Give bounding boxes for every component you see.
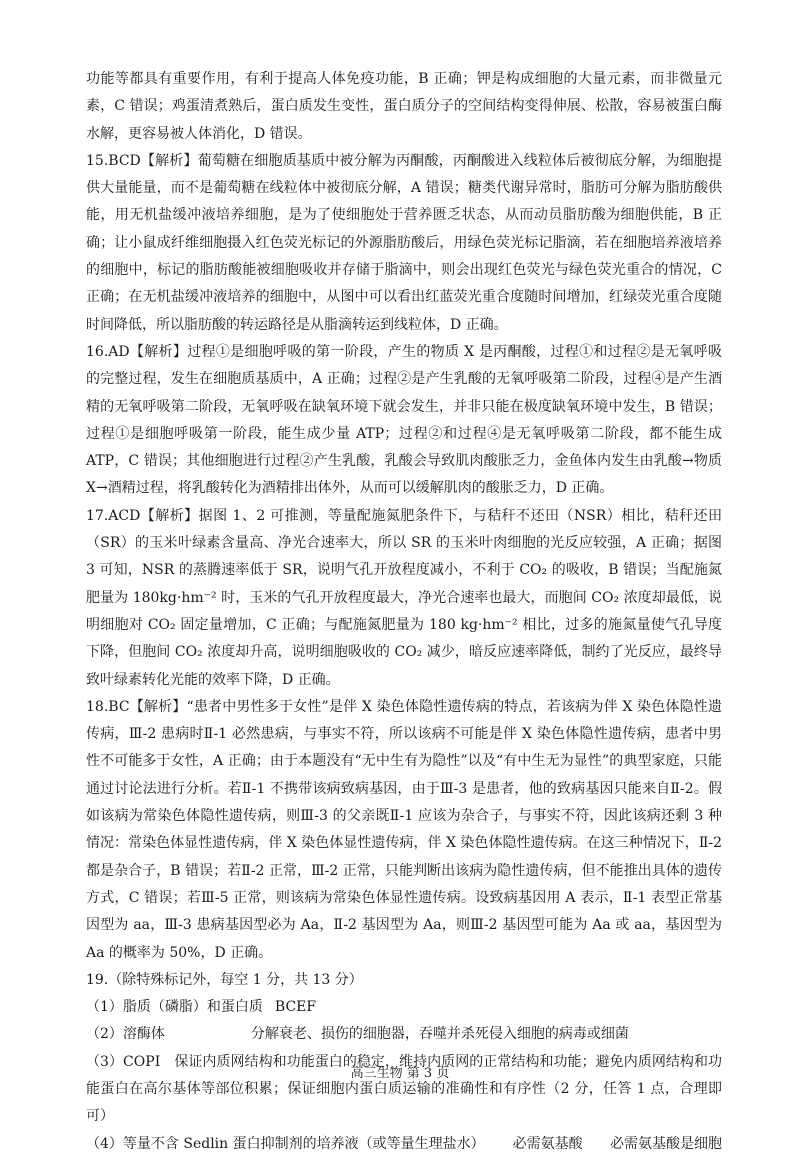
answer-19-1-number: （1）	[86, 999, 123, 1016]
answer-19-4-number: （4）	[86, 1135, 123, 1152]
paragraph-question-18: 18.BC【解析】“患者中男性多于女性”是伴 X 染色体隐性遗传病的特点，若该病为伴 X 染色体隐性遗传病，Ⅲ-2 患病时Ⅱ-1 必然患病，与事实不符，所以该病不可能是伴 X 染色体隐性遗传病，患者中男性不可能多于女性，A 正确；由于本题没有“无中生有为隐性”以及“有中生无为显性”的典型家庭，只能通过讨论法进行分析。若Ⅱ-1 不携带该病致病基因，由于Ⅲ-3 是患者，他的致病基因只能来自Ⅱ-2。假如该病为常染色体隐性遗传病，则Ⅲ-3 的父亲既Ⅱ-1 应该为杂合子，与事实不符，因此该病还剩 3 种情况：常染色体显性遗传病，伴 X 染色体显性遗传病，伴 X 染色体隐性遗传病。在这三种情况下，Ⅱ-2 都是杂合子，B 错误；若Ⅱ-2 正常，Ⅲ-2 正常，只能判断出该病为隐性遗传病，但不能推出具体的遗传方式，C 错误；若Ⅲ-5 正常，则该病为常染色体显性遗传病。设致病基因用 A 表示，Ⅱ-1 表型正常基因型为 aa，Ⅲ-3 患病基因型必为 Aa，Ⅱ-2 基因型为 Aa，则Ⅲ-2 基因型可能为 Aa 或 aa，基因型为 Aa 的概率为 50%，D 正确。	[86, 698, 722, 961]
answer-19-2-detail: 分解衰老、损伤的细胞器，吞噬并杀死侵入细胞的病毒或细菌	[250, 1026, 629, 1043]
paragraph-14-continuation: 功能等都具有重要作用，有利于提高人体免疫功能，B 正确；钾是构成细胞的大量元素，而非微量元素，C 错误；鸡蛋清煮熟后，蛋白质发生变性，蛋白质分子的空间结构变得伸展、松散，容易被蛋白酶水解，更容易被人体消化，D 错误。	[86, 71, 722, 142]
paragraph-question-17: 17.ACD【解析】据图 1、2 可推测，等量配施氮肥条件下，与秸秆不还田（NSR）相比，秸秆还田（SR）的玉米叶绿素含量高、净光合速率大，所以 SR 的玉米叶肉细胞的光反应较强，A 正确；据图 3 可知，NSR 的蒸腾速率低于 SR，说明气孔开放程度减小，不利于 CO₂ 的吸收，B 错误；当配施氮肥量为 180kg·hm⁻² 时，玉米的气孔开放程度最大，净光合速率也最大，而胞间 CO₂ 浓度却最低，说明细胞对 CO₂ 固定量增加，C 正确；与配施氮肥量为 180 kg·hm⁻² 相比，过多的施氮量使气孔导度下降，但胞间 CO₂ 浓度却升高，说明细胞吸收的 CO₂ 减少，暗反应速率降低，制约了光反应，最终导致叶绿素转化光能的效率下降，D 正确。	[86, 507, 722, 688]
paragraph-question-15: 15.BCD【解析】葡萄糖在细胞质基质中被分解为丙酮酸，丙酮酸进入线粒体后被彻底分解，为细胞提供大量能量，而不是葡萄糖在线粒体中被彻底分解，A 错误；糖类代谢异常时，脂肪可分解为脂肪酸供能，用无机盐缓冲液培养细胞，是为了使细胞处于营养匮乏状态，从而动员脂肪酸为细胞供能，B 正确；让小鼠成纤维细胞摄入红色荧光标记的外源脂肪酸后，用绿色荧光标记脂滴，若在细胞培养液培养的细胞中，标记的脂肪酸能被细胞吸收并存储于脂滴中，则会出现红色荧光与绿色荧光重合的情况，C 正确；在无机盐缓冲液培养的细胞中，从图中可以看出红蓝荧光重合度随时间增加，红绿荧光重合度随时间降低，所以脂肪酸的转运路径是从脂滴转运到线粒体，D 正确。	[86, 152, 722, 333]
answer-19-1-text: 脂质（磷脂）和蛋白质	[122, 999, 263, 1016]
paragraph-question-16: 16.AD【解析】过程①是细胞呼吸的第一阶段，产生的物质 X 是丙酮酸，过程①和过程②是无氧呼吸的完整过程，发生在细胞质基质中，A 正确；过程②是产生乳酸的无氧呼吸第二阶段，过程④是产生酒精的无氧呼吸第二阶段，无氧呼吸在缺氧环境下就会发生，并非只能在极度缺氧环境中发生，B 错误；过程①是细胞呼吸第一阶段，能生成少量 ATP；过程②和过程④是无氧呼吸第二阶段，都不能生成 ATP，C 错误；其他细胞进行过程②产生乳酸，乳酸会导致肌肉酸胀乏力，金鱼体内发生由乳酸→物质 X→酒精过程，将乳酸转化为酒精排出体外，从而可以缓解肌肉的酸胀乏力，D 正确。	[86, 343, 722, 497]
answer-19-1	[86, 994, 722, 1021]
answer-19-4-continues: 必需氨基酸是细胞	[610, 1135, 722, 1152]
paragraph-question-19-header: 19.（除特殊标记外，每空 1 分，共 13 分）	[86, 971, 363, 988]
answer-19-4-amino: 必需氨基酸	[512, 1135, 583, 1152]
answer-19-4-text: 等量不含 Sedlin 蛋白抑制剂的培养液（或等量生理盐水）	[122, 1135, 485, 1152]
answer-19-2	[86, 1021, 722, 1048]
answer-19-3: （3）COPⅠ 保证内质网结构和功能蛋白的稳定，维持内质网的正常结构和功能；避免内质网结构和功能蛋白在高尔基体等部位积累；保证细胞内蛋白质运输的准确性和有序性（2 分，任答 1 点，合理即可）	[86, 1053, 722, 1125]
answer-19-2-text: 溶酶体	[122, 1026, 165, 1043]
page-footer: 高三生物 第 3 页	[350, 1066, 450, 1081]
answer-19-4	[86, 1131, 722, 1158]
answer-19-1-options: BCEF	[274, 999, 317, 1016]
answer-19-2-number: （2）	[86, 1026, 123, 1043]
answer-document	[86, 66, 722, 1158]
